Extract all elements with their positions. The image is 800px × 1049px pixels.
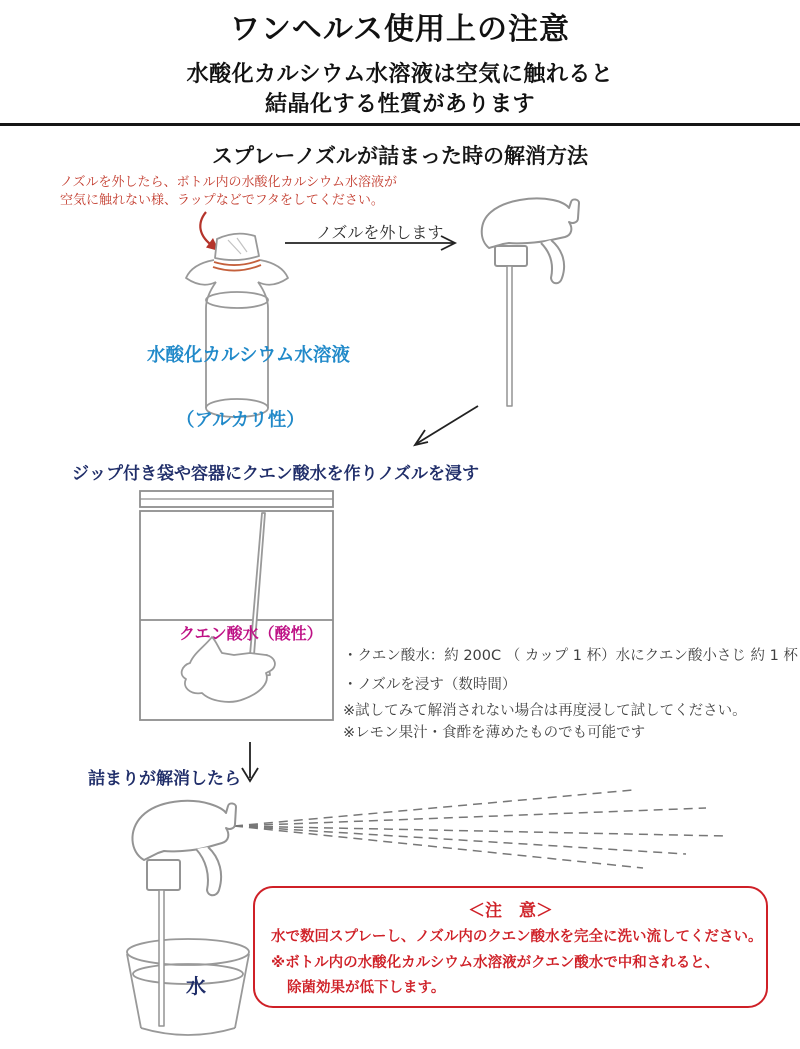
page-title: ワンヘルス使用上の注意 (229, 12, 571, 47)
notice-title: ＜注 意＞ (468, 901, 553, 921)
water-label: 水 (186, 974, 206, 998)
subtitle-line-1: 水酸化カルシウム水溶液は空気に触れると (186, 62, 614, 87)
section3-heading: 詰まりが解消したら (88, 769, 241, 789)
instruction-note-1: ・クエン酸水：約 200C （ カップ 1 杯）水にクエン酸小さじ 約 1 杯 (343, 648, 798, 664)
section2-heading: ジップ付き袋や容器にクエン酸水を作りノズルを浸す (72, 464, 479, 484)
instruction-note-4: ※レモン果汁・食酢を薄めたものでも可能です (343, 725, 646, 741)
subtitle-line-2: 結晶化する性質があります (264, 92, 535, 117)
notice-line-2: ※ボトル内の水酸化カルシウム水溶液がクエン酸水で中和されると、 (271, 955, 720, 971)
instruction-note-3: ※試してみて解消されない場合は再度浸して試してください。 (343, 703, 747, 719)
citric-water-label: クエン酸水（酸性） (179, 624, 323, 643)
bottle-illustration (180, 226, 310, 431)
nozzle-remove-arrow (283, 234, 465, 252)
flow-arrow-diagonal (408, 398, 488, 456)
wrap-note-line-1: ノズルを外したら、ボトル内の水酸化カルシウム水溶液が (60, 175, 398, 190)
spray-mist-lines (228, 780, 748, 880)
notice-line-3: 除菌効果が低下します。 (287, 980, 446, 996)
sprayer-nozzle-illustration (475, 196, 635, 411)
divider-rule (0, 123, 800, 126)
nozzle-remove-label: ノズルを外します (316, 223, 444, 242)
bottle-sublabel: （アルカリ性） (176, 410, 305, 431)
zip-bag-illustration (138, 487, 336, 727)
notice-line-1: 水で数回スプレーし、ノズル内のクエン酸水を完全に洗い流してください。 (271, 929, 763, 945)
section1-heading: スプレーノズルが詰まった時の解消方法 (212, 144, 588, 168)
instruction-note-2: ・ノズルを浸す（数時間） (343, 677, 517, 693)
bottle-label: 水酸化カルシウム水溶液 (147, 345, 350, 366)
wrap-note-line-2: 空気に触れない様、ラップなどでフタをしてください。 (60, 193, 384, 208)
notice-box (253, 886, 768, 1008)
